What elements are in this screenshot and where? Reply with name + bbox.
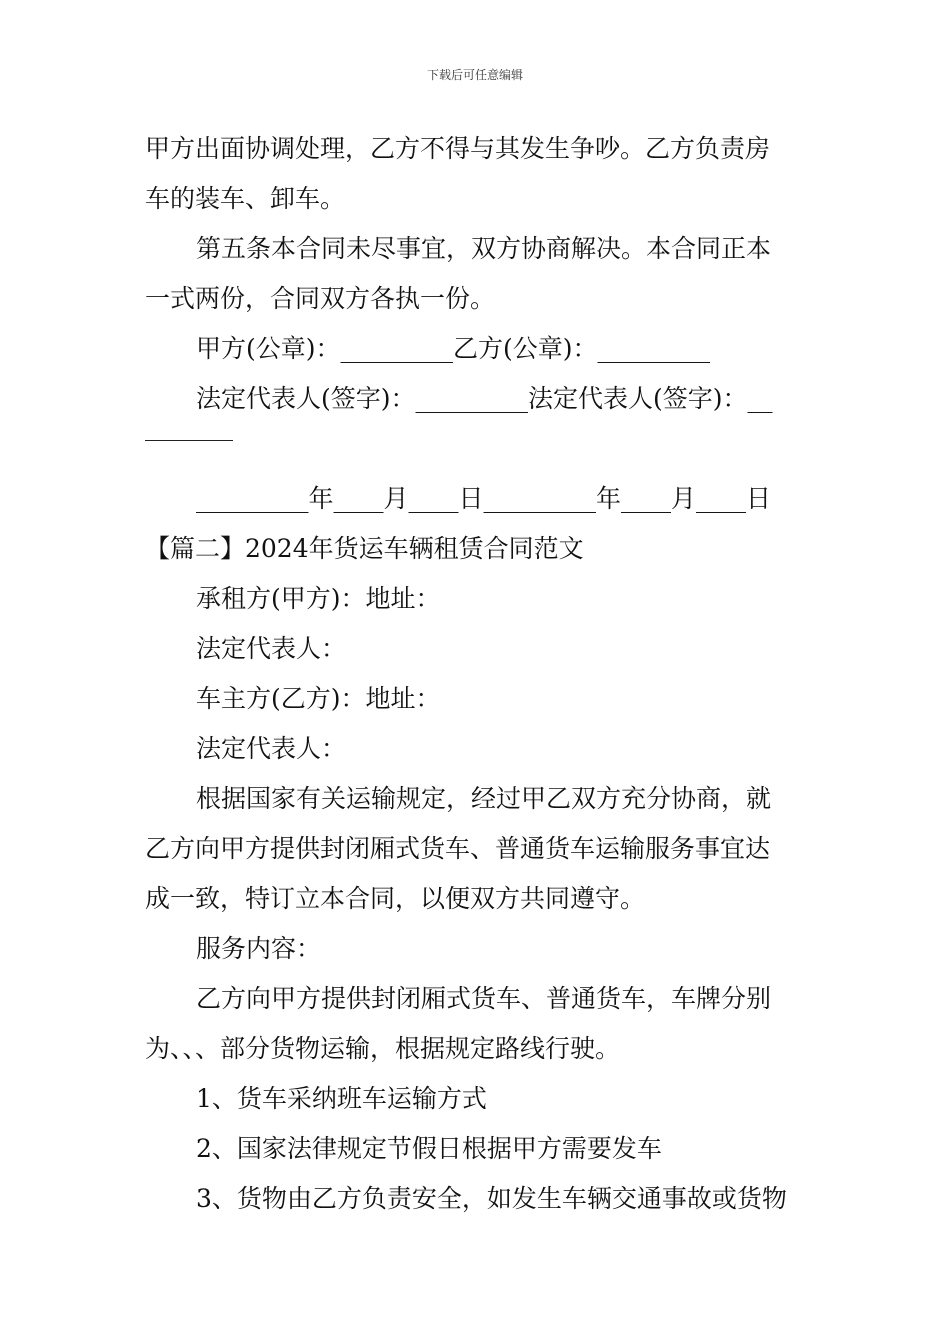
section-title: 【篇二】2024年货运车辆租赁合同范文 xyxy=(145,534,584,563)
owner-representative-line: 法定代表人： xyxy=(196,734,347,763)
lessee-line: 承租方(甲方)：地址： xyxy=(196,584,441,613)
paragraph-line: 为、、、部分货物运输，根据规定路线行驶。 xyxy=(145,1034,621,1063)
date-line: _________年____月____日_________年____月____日 xyxy=(196,484,772,513)
paragraph-line: 成一致，特订立本合同，以便双方共同遵守。 xyxy=(145,884,646,913)
paragraph-line: 车的装车、卸车。 xyxy=(145,184,346,213)
paragraph-line: 第五条本合同未尽事宜，双方协商解决。本合同正本 xyxy=(196,234,772,263)
owner-line: 车主方(乙方)：地址： xyxy=(196,684,441,713)
page-header-watermark: 下载后可任意编辑 xyxy=(426,68,523,82)
service-heading: 服务内容： xyxy=(196,934,322,963)
lessee-representative-line: 法定代表人： xyxy=(196,634,347,663)
paragraph-line: 乙方向甲方提供封闭厢式货车、普通货车，车牌分别 xyxy=(196,984,772,1013)
representative-sign-line: 法定代表人(签字)：_________法定代表人(签字)：__ xyxy=(196,384,773,413)
paragraph-line: 乙方向甲方提供封闭厢式货车、普通货车运输服务事宜达 xyxy=(145,834,771,863)
paragraph-line: 根据国家有关运输规定，经过甲乙双方充分协商，就 xyxy=(196,784,772,813)
list-item: 2、国家法律规定节假日根据甲方需要发车 xyxy=(196,1134,662,1163)
list-item: 1、货车采纳班车运输方式 xyxy=(196,1084,487,1113)
seal-line: 甲方(公章)：_________乙方(公章)：_________ xyxy=(196,334,711,363)
signature-underline-continuation xyxy=(145,440,233,441)
list-item: 3、货物由乙方负责安全，如发生车辆交通事故或货物 xyxy=(196,1184,787,1213)
paragraph-line: 一式两份，合同双方各执一份。 xyxy=(145,284,496,313)
paragraph-line: 甲方出面协调处理，乙方不得与其发生争吵。乙方负责房 xyxy=(145,134,771,163)
